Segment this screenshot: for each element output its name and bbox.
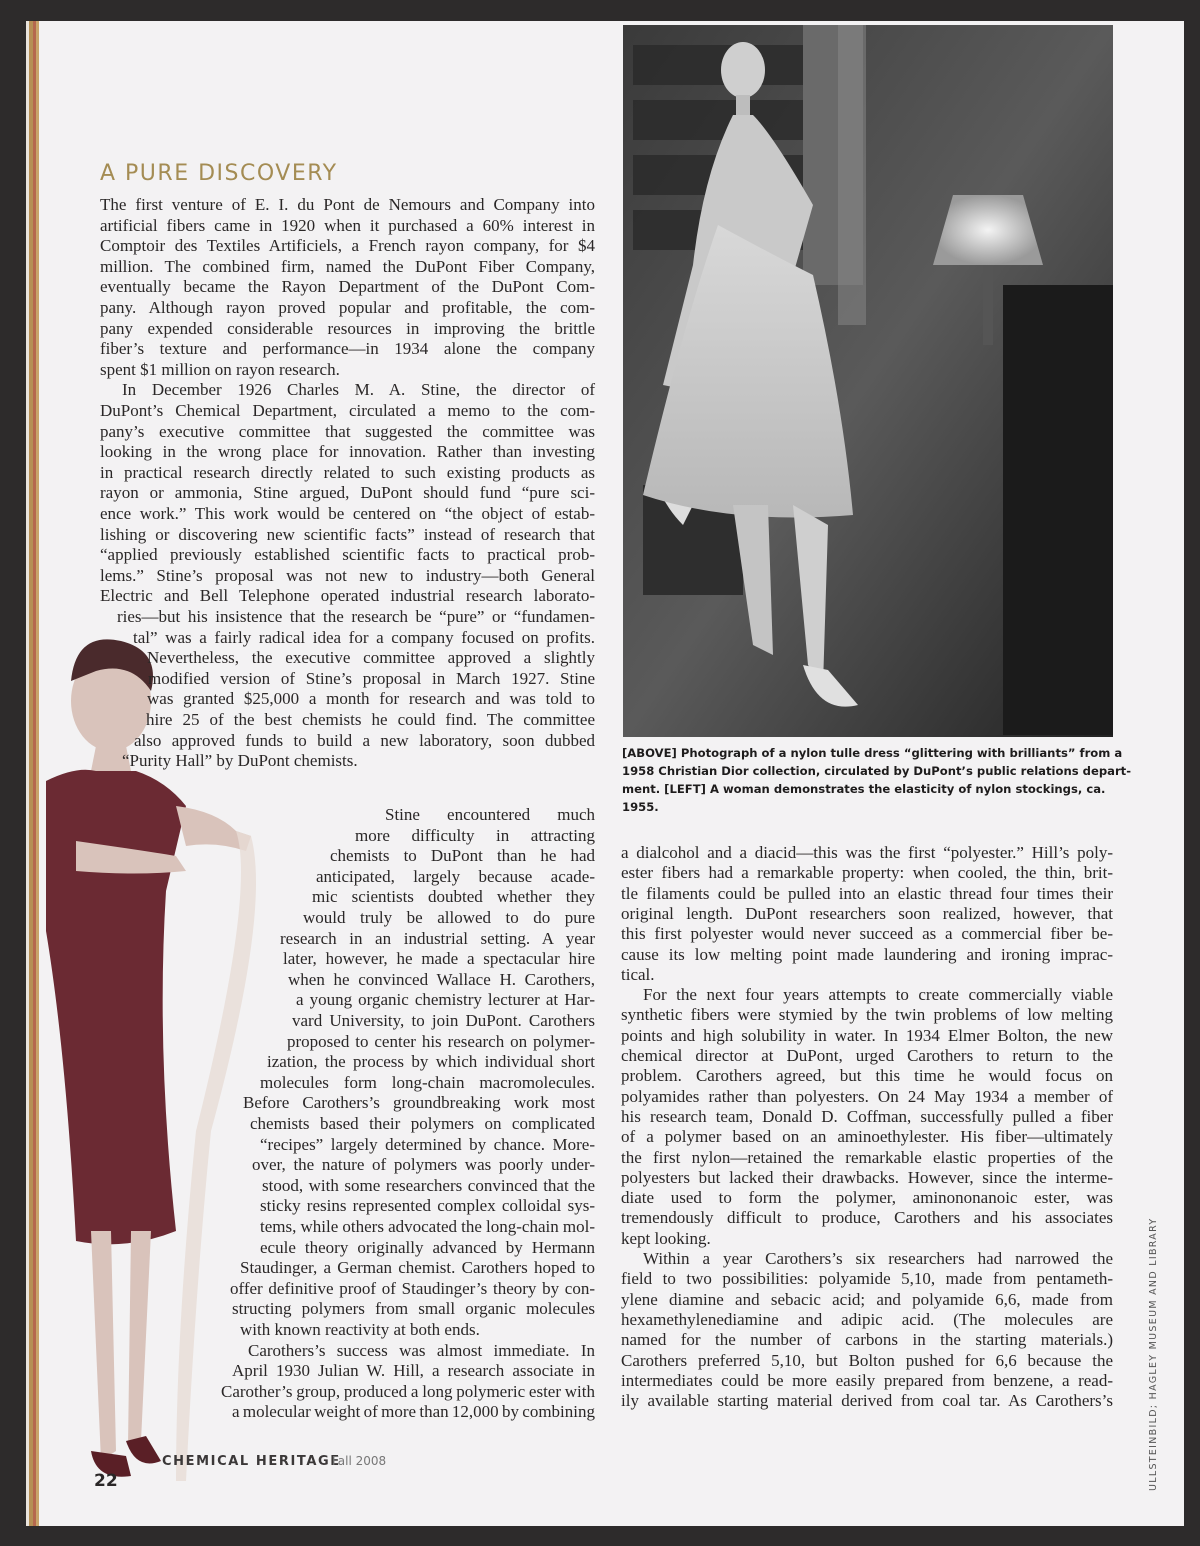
text-line: offer definitive proof of Staudinger’s theory by con-	[230, 1278, 595, 1298]
text-line: April 1930 Julian W. Hill, a research associate in	[232, 1361, 595, 1381]
text-line: of a polymer based on an aminoethylester. His fiber—ultimately	[621, 1127, 1113, 1147]
text-line: looking in the wrong place for innovation. Rather than investing	[100, 442, 595, 462]
text-line: mic scientists doubted whether they	[312, 887, 595, 907]
text-line: ence work.” This work would be centered on “the object of estab-	[100, 504, 595, 523]
text-line: more difficulty in attracting	[355, 825, 595, 845]
magazine-page	[26, 21, 1184, 1526]
text-line: “recipes” largely determined by chance. More-	[260, 1134, 595, 1154]
text-line: In December 1926 Charles M. A. Stine, the director of	[122, 380, 595, 400]
text-line: ily available starting material derived from coal tar. As Carothers’s	[621, 1391, 1113, 1411]
text-line: chemical director at DuPont, urged Carothers to return to the	[621, 1046, 1113, 1065]
text-line: tle filaments could be pulled into an elastic thread four times their	[621, 883, 1113, 903]
text-line: over, the nature of polymers was poorly under-	[252, 1155, 595, 1175]
text-line: proposed to center his research on polymer-	[287, 1031, 595, 1051]
text-line: original length. DuPont researchers soon realized, however, that	[621, 903, 1113, 923]
caption-line: 1955.	[622, 800, 659, 814]
text-line: artificial fibers came in 1920 when it purchased a 60% interest in	[100, 215, 595, 235]
text-line: cause its low melting point made laundering and ironing imprac-	[621, 944, 1113, 964]
text-line: ries—but his insistence that the research be “pure” or “fundamen-	[117, 607, 595, 626]
text-line: modified version of Stine’s proposal in March 1927. Stine	[148, 668, 595, 688]
text-line: the first nylon—retained the remarkable elastic properties of the	[621, 1147, 1113, 1167]
text-line: “Purity Hall” by DuPont chemists.	[122, 751, 358, 771]
text-line: a molecular weight of more than 12,000 by combining	[232, 1402, 595, 1422]
caption-line: [ABOVE] Photograph of a nylon tulle dress “glittering with brilliants” from a	[622, 746, 1123, 760]
text-line: lems.” Stine’s proposal was not new to industry—both General	[100, 565, 595, 585]
text-line: hire 25 of the best chemists he could find. The committee	[146, 710, 595, 729]
text-line: Carothers’s success was almost immediate. In	[248, 1340, 595, 1360]
text-line: a young organic chemistry lecturer at Har-	[296, 990, 595, 1010]
issue-date: Fall 2008	[332, 1454, 387, 1468]
photo-credit: ULLSTEINBILD; HAGLEY MUSEUM AND LIBRARY	[1148, 1217, 1159, 1491]
text-line: eventually became the Rayon Department of the DuPont Com-	[100, 277, 595, 297]
caption-line: ment. [LEFT] A woman demonstrates the elasticity of nylon stockings, ca.	[622, 782, 1106, 796]
text-line: when he convinced Wallace H. Carothers,	[288, 969, 595, 989]
text-line: Before Carothers’s groundbreaking work most	[243, 1093, 595, 1113]
text-line: problem. Carothers agreed, but this time he would focus on	[621, 1066, 1113, 1086]
text-line: lishing or discovering new scientific facts” instead of research that	[100, 524, 595, 544]
text-line: would truly be allowed to do pure	[303, 908, 595, 927]
text-line: points and high solubility in water. In 1934 Elmer Bolton, the new	[621, 1025, 1113, 1045]
text-line: intermediates could be more easily prepared from benzene, a read-	[621, 1370, 1113, 1390]
caption-line: 1958 Christian Dior collection, circulated by DuPont’s public relations depart-	[622, 764, 1132, 778]
text-line: was granted $25,000 a month for research and was told to	[147, 689, 595, 709]
text-line: vard University, to join DuPont. Carothers	[292, 1011, 595, 1030]
section-heading: A PURE DISCOVERY	[100, 161, 338, 186]
text-line: Electric and Bell Telephone operated industrial research laborato-	[100, 586, 595, 606]
text-line: kept looking.	[621, 1228, 711, 1248]
text-line: sticky resins represented complex colloidal sys-	[260, 1196, 595, 1216]
text-line: tems, while others advocated the long-chain mol-	[260, 1217, 595, 1236]
text-line: pany’s executive committee that suggested the committee was	[100, 421, 595, 441]
text-line: later, however, he made a spectacular hire	[283, 949, 595, 969]
text-line: rayon or ammonia, Stine argued, DuPont should fund “pure sci-	[100, 483, 595, 503]
dior-dress-photo	[623, 25, 1113, 737]
text-line: Carothers preferred 5,10, but Bolton pushed for 6,6 because the	[621, 1350, 1113, 1370]
text-line: The first venture of E. I. du Pont de Nemours and Company into	[100, 195, 595, 214]
text-line: a dialcohol and a diacid—this was the first “polyester.” Hill’s poly-	[621, 843, 1113, 862]
text-line: with known reactivity at both ends.	[240, 1320, 480, 1339]
text-line: Staudinger, a German chemist. Carothers hoped to	[240, 1258, 595, 1278]
text-line: structing polymers from small organic molecules	[232, 1299, 595, 1319]
text-line: ylene diamine and sebacic acid; and polyamide 6,6, made from	[621, 1289, 1113, 1309]
text-line: polyesters but lacked their drawbacks. However, since the interme-	[621, 1167, 1113, 1187]
text-line: pany expended considerable resources in improving the brittle	[100, 318, 595, 338]
text-line: For the next four years attempts to create commercially viable	[643, 985, 1113, 1005]
text-line: hexamethylenediamine and adipic acid. (The molecules are	[621, 1309, 1113, 1329]
text-line: chemists to DuPont than he had	[330, 846, 595, 866]
text-line: tal” was a fairly radical idea for a company focused on profits.	[133, 627, 595, 647]
text-line: tical.	[621, 964, 655, 984]
text-line: field to two possibilities: polyamide 5,10, made from pentameth-	[621, 1269, 1113, 1289]
text-line: also approved funds to build a new laboratory, soon dubbed	[134, 730, 595, 750]
text-line: DuPont’s Chemical Department, circulated a memo to the com-	[100, 401, 595, 420]
text-line: molecules form long-chain macromolecules.	[260, 1072, 595, 1092]
text-line: stood, with some researchers convinced that the	[262, 1175, 595, 1195]
text-line: this first polyester would never succeed as a commercial fiber be-	[621, 924, 1113, 944]
text-line: spent $1 million on rayon research.	[100, 359, 340, 379]
text-line: fiber’s texture and performance—in 1934 alone the company	[100, 339, 595, 359]
text-line: anticipated, largely because acade-	[316, 866, 595, 886]
text-line: named for the number of carbons in the starting materials.)	[621, 1330, 1113, 1350]
text-line: Stine encountered much	[385, 805, 595, 824]
text-line: Carother’s group, produced a long polymeric ester with	[221, 1381, 595, 1401]
text-line: ester fibers had a remarkable property: when cooled, the thin, brit-	[621, 863, 1113, 883]
text-line: his research team, Donald D. Coffman, successfully pulled a fiber	[621, 1106, 1113, 1126]
text-line: ecule theory originally advanced by Hermann	[260, 1237, 595, 1257]
text-line: Within a year Carothers’s six researchers had narrowed the	[643, 1249, 1113, 1268]
text-line: ization, the process by which individual short	[267, 1052, 595, 1072]
text-line: tremendously difficult to produce, Carothers and his associates	[621, 1208, 1113, 1228]
text-line: polyamides rather than polyesters. On 24 May 1934 a member of	[621, 1086, 1113, 1106]
magazine-title: CHEMICAL HERITAGE	[162, 1454, 341, 1469]
text-line: in practical research directly related to such existing products as	[100, 462, 595, 482]
text-line: Nevertheless, the executive committee approved a slightly	[147, 648, 595, 668]
page-number: 22	[94, 1471, 118, 1491]
text-line: diate used to form the polymer, aminononanoic ester, was	[621, 1188, 1113, 1208]
text-line: chemists based their polymers on complicated	[250, 1114, 595, 1133]
text-line: Comptoir des Textiles Artificiels, a French rayon company, for $4	[100, 236, 595, 256]
text-line: “applied previously established scientific facts to practical prob-	[100, 545, 595, 565]
text-line: synthetic fibers were stymied by the twin problems of low melting	[621, 1005, 1113, 1025]
text-line: pany. Although rayon proved popular and profitable, the com-	[100, 298, 595, 317]
text-line: million. The combined firm, named the DuPont Fiber Company,	[100, 256, 595, 276]
text-line: research in an industrial setting. A year	[280, 928, 595, 948]
